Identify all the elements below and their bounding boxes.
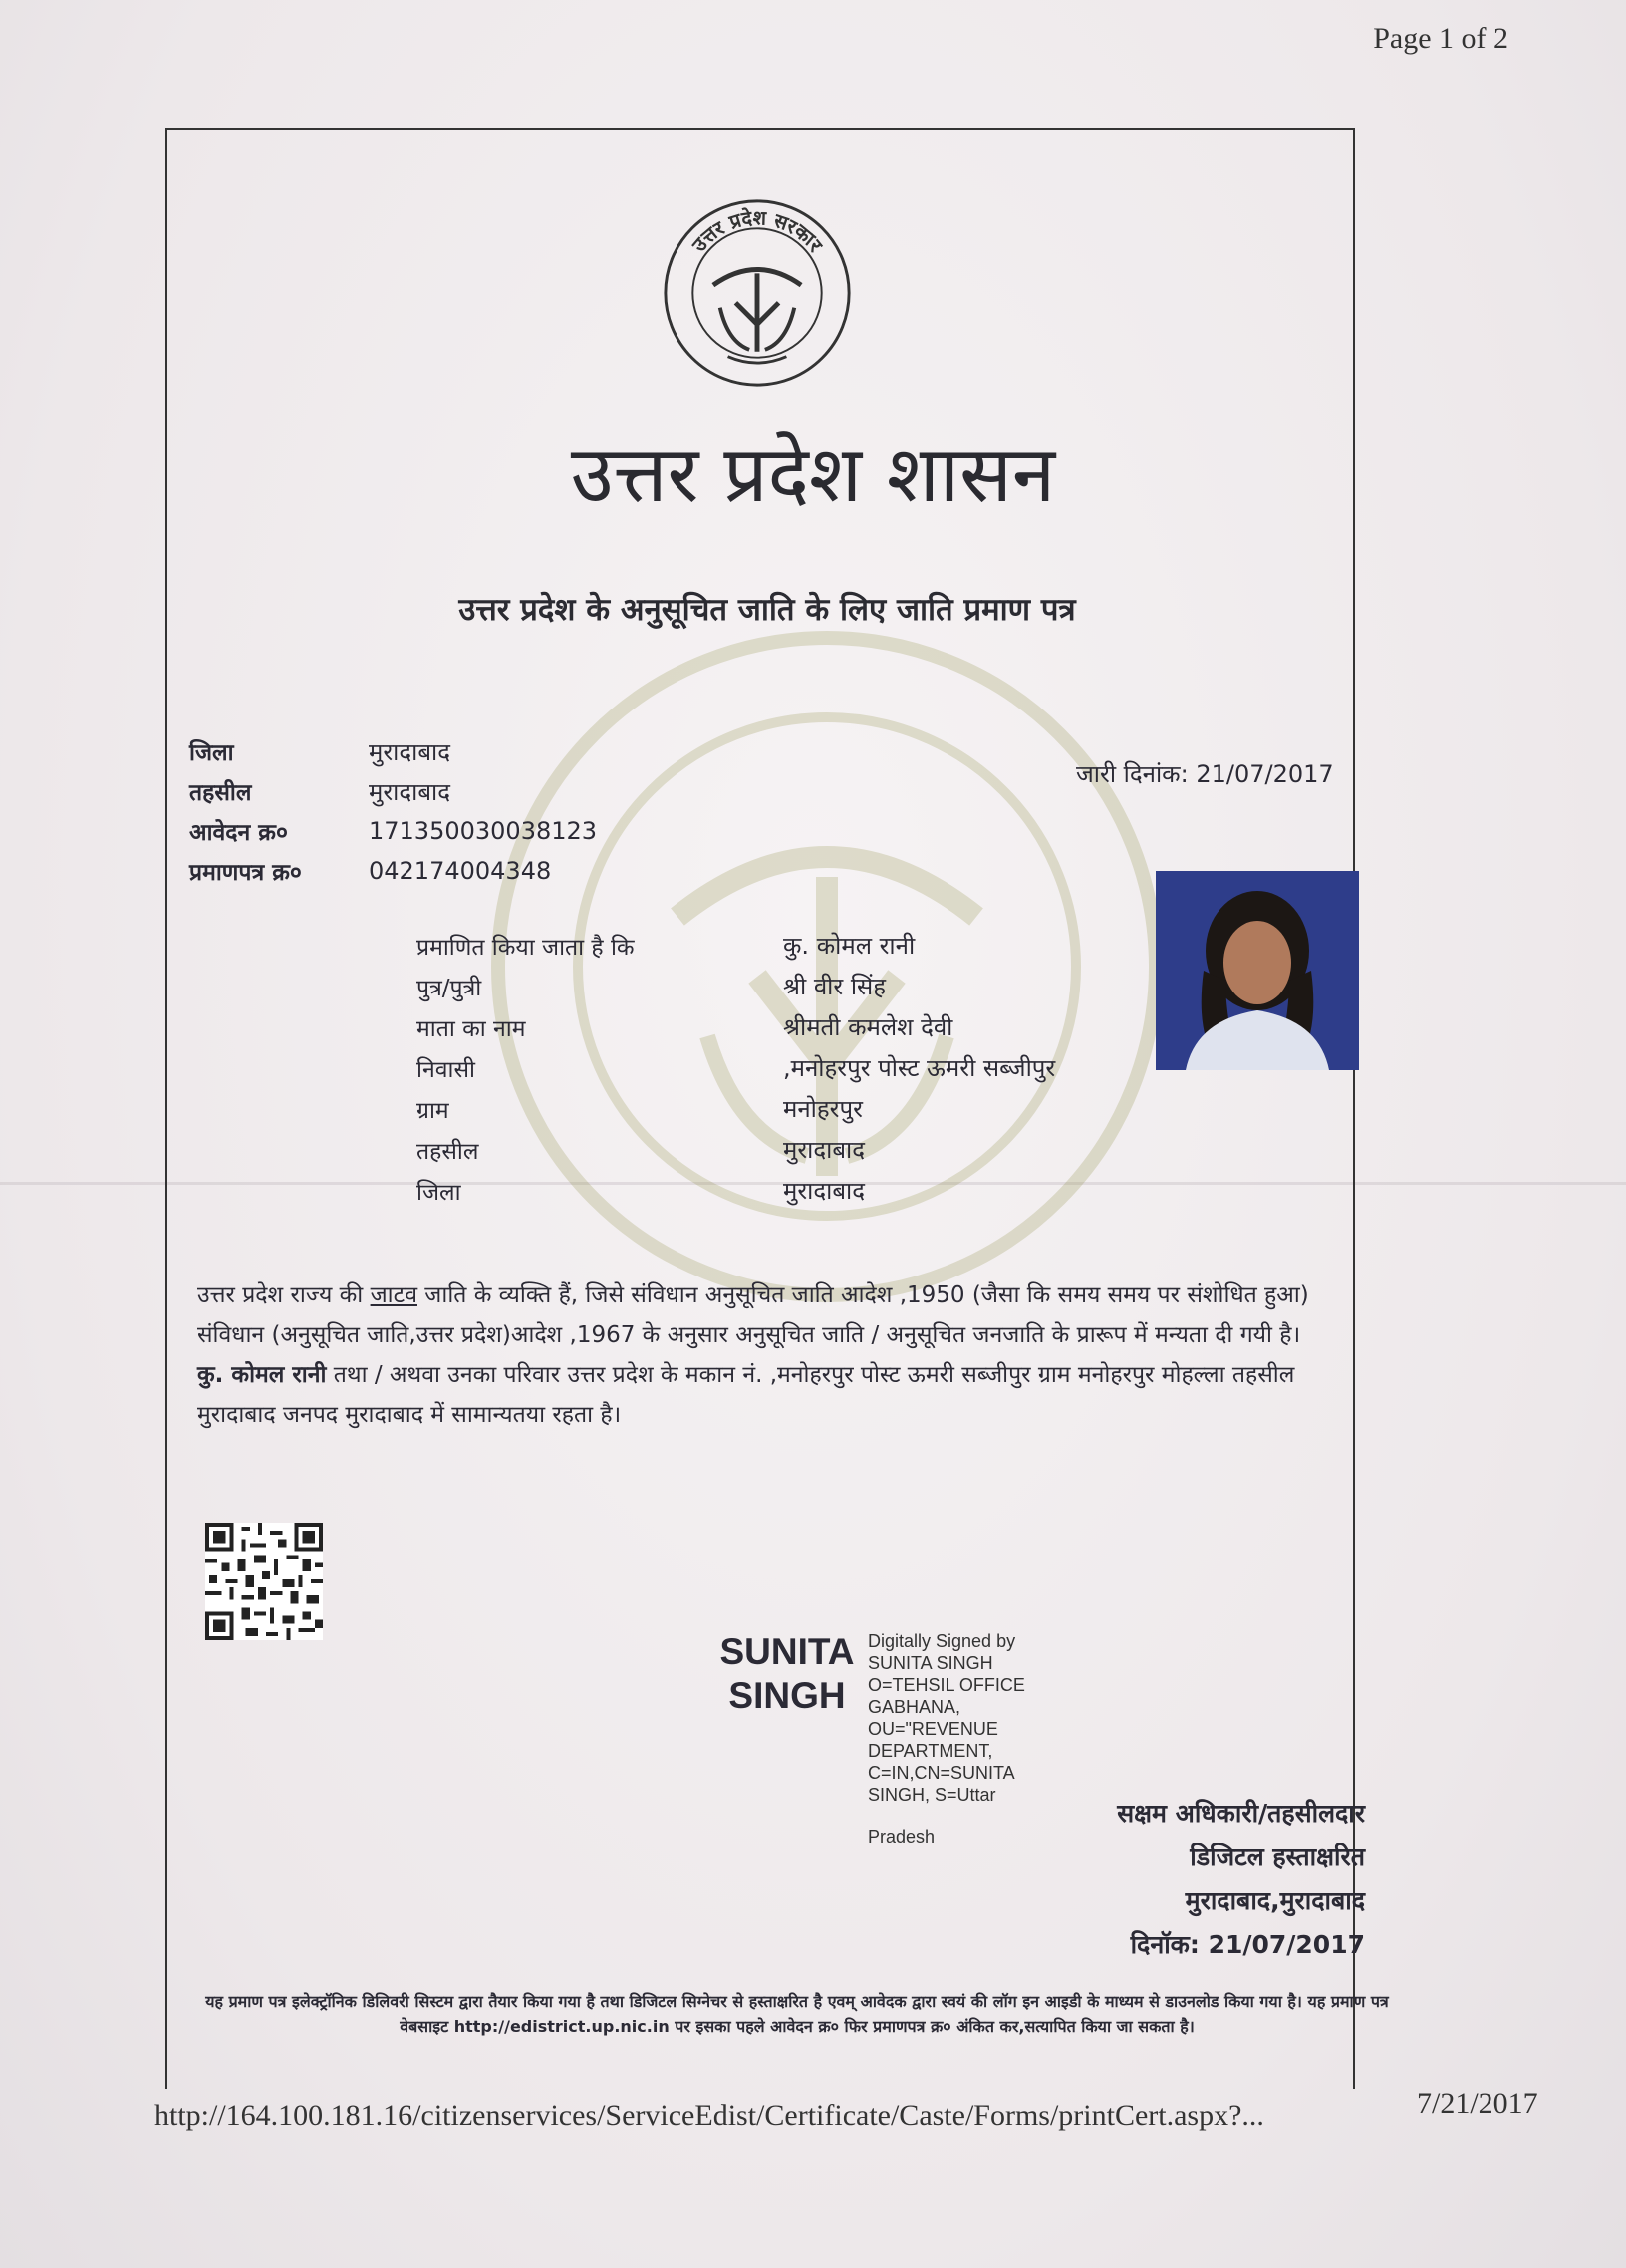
caste-name: जाटव	[370, 1282, 417, 1308]
signatory-last-name: SINGH	[728, 1675, 846, 1716]
issuing-authority	[1036, 1792, 1365, 1967]
detail-label: ग्राम	[416, 1097, 449, 1124]
meta-value: मुरादाबाद	[369, 737, 451, 766]
statement-text: जाति के व्यक्ति हैं, जिसे संविधान अनुसूचित जाति आदेश ,1950 (जैसा कि समय समय पर संशोधित हुआ) संविधान (अनुसूचित जाति,उत्तर प्रदेश)आदेश ,1967 के अनुसार अनुसूचित जाति / अनुसूचित जनजाति के प्रारूप में मन्यता दी गयी है।	[197, 1282, 1309, 1348]
detail-row	[416, 1129, 1055, 1170]
authority-title: सक्षम अधिकारी/तहसीलदार	[1117, 1799, 1365, 1828]
detail-value: श्रीमती कमलेश देवी	[783, 1013, 953, 1041]
authority-location: मुरादाबाद,मुरादाबाद	[1185, 1886, 1365, 1915]
certificate-statement	[197, 1276, 1363, 1435]
meta-tehsil-row	[189, 771, 597, 811]
detail-value: मनोहरपुर	[783, 1095, 863, 1123]
signatory-name	[712, 1630, 862, 1718]
signature-tail: Pradesh	[868, 1827, 936, 1846]
detail-label: जिला	[416, 1179, 461, 1206]
detail-label: पुत्र/पुत्री	[416, 975, 482, 1001]
meta-label: जिला	[189, 740, 234, 766]
signatory-first-name: SUNITA	[719, 1631, 855, 1672]
detail-label: प्रमाणित किया जाता है कि	[416, 934, 635, 961]
residence-text: तथा / अथवा उनका परिवार उत्तर प्रदेश के मकान नं. ,मनोहरपुर पोस्ट ऊमरी सब्जीपुर ग्राम मनोहरपुर मोहल्ला तहसील मुरादाबाद जनपद मुरादाबाद में सामान्यतया रहता है।	[197, 1362, 1295, 1428]
meta-district-row	[189, 731, 597, 771]
signature-text: Digitally Signed by SUNITA SINGH O=TEHSIL OFFICE GABHANA, OU="REVENUE DEPARTMENT, C=IN,CN=SUNITA SINGH, S=Uttar	[868, 1631, 1025, 1805]
detail-label: तहसील	[416, 1138, 479, 1165]
detail-value: ,मनोहरपुर पोस्ट ऊमरी सब्जीपुर	[783, 1054, 1056, 1082]
detail-row	[416, 1006, 1055, 1047]
meta-label: प्रमाणपत्र क्र०	[189, 860, 302, 886]
government-title: उत्तर प्रदेश शासन	[570, 430, 1056, 520]
certificate-meta	[189, 731, 597, 891]
meta-certificate-row	[189, 851, 597, 891]
meta-label: तहसील	[189, 780, 252, 806]
applicant-details	[416, 925, 1055, 1211]
detail-value: श्री वीर सिंह	[783, 973, 887, 1000]
verification-note: यह प्रमाण पत्र इलेक्ट्रॉनिक डिलिवरी सिस्टम द्वारा तैयार किया गया है तथा डिजिटल सिग्नेचर से हस्ताक्षरित है एवम् आवेदक द्वारा स्वयं की लॉग इन आइडी के माध्यम से डाउनलोड किया गया है। यह प्रमाण पत्र वेबसाइट http://edistrict.up.nic.in पर इसका पहले आवेदन क्र० फिर प्रमाणपत्र क्र० अंकित कर,सत्यापित किया जा सकता है।	[205, 1992, 1389, 2036]
meta-value: 171350030038123	[369, 817, 598, 845]
meta-application-row	[189, 811, 597, 851]
detail-label: माता का नाम	[416, 1015, 526, 1042]
detail-row	[416, 966, 1055, 1006]
print-url: http://164.100.181.16/citizenservices/ServiceEdist/Certificate/Caste/Forms/printCert.aspx?...	[154, 2099, 1264, 2131]
issue-date: जारी दिनांक: 21/07/2017	[1076, 760, 1334, 788]
meta-label: आवेदन क्र०	[189, 820, 288, 846]
detail-value: मुरादाबाद	[783, 1136, 866, 1164]
detail-row	[416, 1170, 1055, 1211]
digital-signature-details	[868, 1630, 1057, 1847]
meta-value: 042174004348	[369, 857, 552, 885]
detail-row	[416, 1047, 1055, 1088]
authority-date: दिनॉक: 21/07/2017	[1130, 1930, 1365, 1959]
detail-value: कु. कोमल रानी	[783, 932, 916, 960]
certificate-subtitle: उत्तर प्रदेश के अनुसूचित जाति के लिए जाति प्रमाण पत्र	[458, 592, 1076, 628]
authority-signed: डिजिटल हस्ताक्षरित	[1190, 1843, 1365, 1871]
detail-row	[416, 1088, 1055, 1129]
state-emblem-icon	[660, 195, 855, 391]
page-number: Page 1 of 2	[1373, 22, 1508, 55]
print-date: 7/21/2017	[1417, 2087, 1538, 2120]
applicant-photo	[1156, 871, 1359, 1070]
detail-row	[416, 925, 1055, 966]
qr-code-icon	[205, 1523, 323, 1640]
detail-value: मुरादाबाद	[783, 1177, 866, 1205]
applicant-name: कु. कोमल रानी	[197, 1362, 327, 1388]
statement-text: उत्तर प्रदेश राज्य की	[197, 1282, 371, 1308]
detail-label: निवासी	[416, 1056, 475, 1083]
meta-value: मुरादाबाद	[369, 777, 451, 806]
emblem-text: उत्तर प्रदेश सरकार	[687, 206, 827, 257]
